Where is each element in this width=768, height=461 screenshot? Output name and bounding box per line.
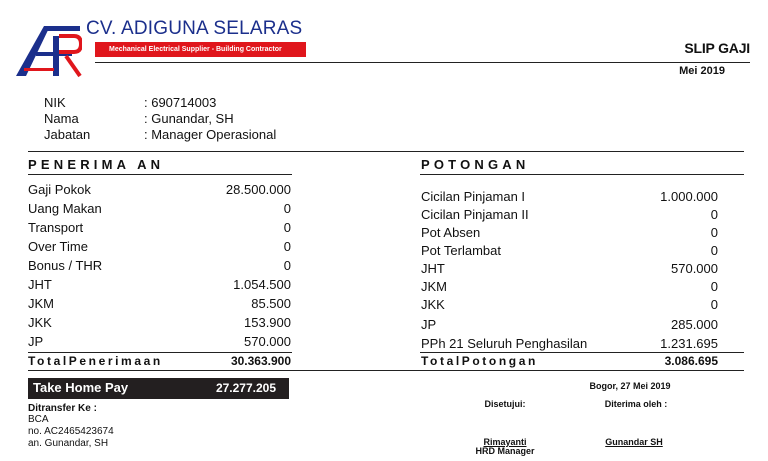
company-name: CV. ADIGUNA SELARAS	[86, 18, 303, 39]
nik-value: : 690714003	[144, 95, 217, 110]
deduction-label: Pot Absen	[421, 225, 481, 240]
deduction-label: JHT	[421, 261, 445, 276]
deduction-value: 0	[710, 279, 718, 294]
company-tagline: Mechanical Electrical Supplier - Building Contractor	[95, 42, 306, 57]
bank-name: BCA	[28, 414, 49, 425]
take-home-pay-value: 27.277.205	[215, 381, 276, 395]
deductions-title: POTONGAN	[421, 157, 530, 172]
slip-period: Mei 2019	[679, 65, 725, 77]
take-home-pay-label: Take Home Pay	[33, 380, 129, 395]
deductions-header-line	[420, 174, 744, 175]
earnings-total-value: 30.363.900	[230, 354, 291, 368]
deduction-value: 1.000.000	[660, 189, 718, 204]
earning-label: JP	[28, 334, 44, 349]
deduction-label: PPh 21 Seluruh Penghasilan	[421, 336, 588, 351]
deduction-value: 0	[710, 297, 718, 312]
deduction-label: Pot Terlambat	[421, 243, 501, 258]
header-divider	[95, 62, 750, 63]
bank-account: no. AC2465423674	[28, 426, 114, 437]
company-logo-icon	[14, 22, 82, 78]
signature-place-date: Bogor, 27 Mei 2019	[589, 381, 671, 391]
deduction-label: JKM	[421, 279, 447, 294]
transfer-title: Ditransfer Ke :	[28, 403, 97, 414]
earning-label: Over Time	[28, 239, 88, 254]
earnings-header-line	[28, 174, 292, 175]
earnings-total-top-line	[28, 352, 292, 353]
earnings-title: PENERIMA AN	[28, 157, 165, 172]
earning-label: Bonus / THR	[28, 258, 103, 273]
earning-label: Gaji Pokok	[28, 182, 91, 197]
earning-value: 1.054.500	[233, 277, 291, 292]
position-value: : Manager Operasional	[144, 127, 277, 142]
deductions-total-top-line	[420, 352, 744, 353]
earning-value: 85.500	[251, 296, 291, 311]
deduction-value: 0	[710, 243, 718, 258]
deduction-value: 570.000	[671, 261, 718, 276]
receiver-name: Gunandar SH	[605, 437, 663, 447]
earnings-total-label: TotalPenerimaan	[28, 354, 163, 368]
earning-label: JKK	[28, 315, 52, 330]
account-holder: an. Gunandar, SH	[28, 438, 109, 449]
totals-bottom-line	[28, 370, 744, 371]
approver-name: Rimayanti	[483, 437, 527, 447]
deduction-label: JP	[421, 317, 437, 332]
deduction-label: Cicilan Pinjaman II	[421, 207, 529, 222]
earning-label: Uang Makan	[28, 201, 102, 216]
deduction-value: 285.000	[671, 317, 718, 332]
approved-by-label: Disetujui:	[484, 399, 526, 409]
deduction-label: Cicilan Pinjaman I	[421, 189, 526, 204]
name-value: : Gunandar, SH	[144, 111, 234, 126]
earning-value: 153.900	[244, 315, 291, 330]
earning-label: JKM	[28, 296, 54, 311]
name-label: Nama	[44, 111, 79, 126]
section-top-line	[28, 151, 744, 152]
received-by-label: Diterima oleh :	[604, 399, 668, 409]
earning-value: 0	[283, 239, 291, 254]
nik-label: NIK	[44, 95, 66, 110]
deduction-value: 0	[710, 225, 718, 240]
earning-value: 0	[283, 201, 291, 216]
approver-title: HRD Manager	[475, 446, 535, 456]
earning-label: JHT	[28, 277, 52, 292]
earning-value: 570.000	[244, 334, 291, 349]
earning-value: 28.500.000	[225, 182, 291, 197]
position-label: Jabatan	[44, 127, 91, 142]
slip-title: SLIP GAJI	[684, 40, 750, 56]
deductions-total-value: 3.086.695	[664, 354, 718, 368]
deduction-value: 1.231.695	[660, 336, 718, 351]
deduction-label: JKK	[421, 297, 445, 312]
deduction-value: 0	[710, 207, 718, 222]
deductions-total-label: TotalPotongan	[421, 354, 538, 368]
earning-value: 0	[283, 258, 291, 273]
earning-label: Transport	[28, 220, 84, 235]
earning-value: 0	[283, 220, 291, 235]
